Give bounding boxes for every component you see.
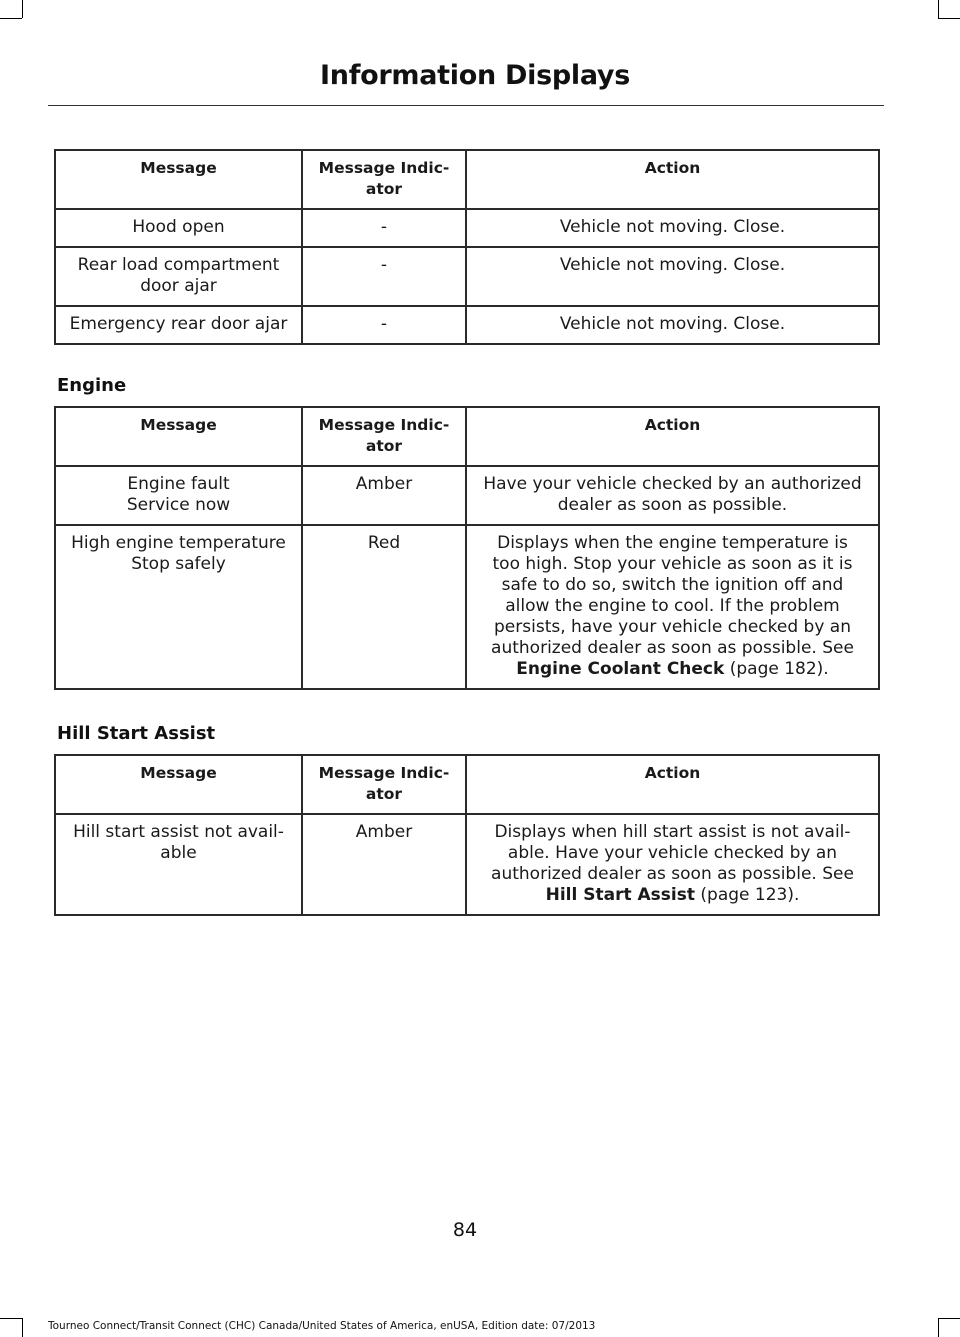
footer-edition-info: Tourneo Connect/Transit Connect (CHC) Canada/United States of America, enUSA, Edition date: 07/2013 [48,1320,596,1332]
message-text: Rear load compartment [77,255,280,275]
table-row [55,466,879,525]
action-cell [466,814,879,915]
table-header-row [55,150,879,209]
table-header-row [55,407,879,466]
action-reference [473,659,872,680]
indicator-cell: - [302,306,466,344]
action-text: dealer as soon as possible. [557,495,788,515]
action-text: Vehicle not moving. Close. [559,217,786,237]
page-title: Information Displays [320,60,630,91]
message-text: Stop safely [131,554,226,574]
message-cell [55,466,302,525]
action-text: Displays when the engine temperature is [497,533,848,553]
column-header-message: Message [55,407,302,466]
message-text: Service now [126,495,231,515]
hill-start-assist-link[interactable]: Hill Start Assist [545,885,695,905]
page-reference: (page 182). [729,659,829,679]
engine-message-table [54,406,880,690]
action-text: Vehicle not moving. Close. [559,314,786,334]
column-header-indicator: Message Indic- ator [302,150,466,209]
section-heading-engine: Engine [57,375,127,396]
message-cell [55,814,302,915]
crop-mark [938,1318,960,1319]
column-header-indicator: Message Indic- ator [302,755,466,814]
action-text: safe to do so, switch the ignition off and [501,575,844,595]
indicator-cell: Red [302,525,466,689]
message-text: High engine temperature [71,533,286,553]
crop-mark [22,0,23,18]
doors-message-table [54,149,880,345]
column-header-message: Message [55,755,302,814]
indicator-cell: Amber [302,466,466,525]
action-cell [466,525,879,689]
action-cell [466,247,879,306]
action-text: Displays when hill start assist is not avail- [494,822,851,842]
message-cell [55,525,302,689]
message-text: Hill start assist not avail- [73,822,284,842]
table-header-row [55,755,879,814]
action-text: Vehicle not moving. Close. [559,255,786,275]
message-text: door ajar [140,276,217,296]
message-text: able [160,843,197,863]
message-cell [55,247,302,306]
message-cell [55,209,302,247]
table-row [55,247,879,306]
message-text: Hood open [132,217,225,237]
table-row [55,306,879,344]
crop-mark [0,1318,22,1319]
action-cell [466,306,879,344]
crop-mark [938,18,960,19]
action-text: authorized dealer as soon as possible. See [491,638,854,658]
message-text: Engine fault [127,474,230,494]
hill-start-message-table [54,754,880,916]
action-text: Have your vehicle checked by an authorized [483,474,862,494]
table-row [55,209,879,247]
action-text: too high. Stop your vehicle as soon as it is [492,554,853,574]
indicator-cell: - [302,209,466,247]
column-header-indicator: Message Indic- ator [302,407,466,466]
column-header-message: Message [55,150,302,209]
section-heading-hill-start-assist: Hill Start Assist [57,723,216,744]
action-reference [473,885,872,906]
action-text: able. Have your vehicle checked by an [507,843,838,863]
action-text: authorized dealer as soon as possible. See [491,864,854,884]
page-reference: (page 123). [700,885,800,905]
engine-coolant-check-link[interactable]: Engine Coolant Check [516,659,725,679]
crop-mark [0,18,22,19]
column-header-action: Action [466,407,879,466]
message-text: Emergency rear door ajar [69,314,288,334]
action-cell [466,466,879,525]
message-cell [55,306,302,344]
column-header-action: Action [466,755,879,814]
action-text: allow the engine to cool. If the problem [505,596,840,616]
header-divider [48,105,884,106]
indicator-cell: - [302,247,466,306]
crop-mark [938,0,939,18]
crop-mark [938,1318,939,1337]
table-row [55,814,879,915]
column-header-action: Action [466,150,879,209]
action-text: persists, have your vehicle checked by an [494,617,851,637]
table-row [55,525,879,689]
indicator-cell: Amber [302,814,466,915]
crop-mark [22,1318,23,1337]
action-cell [466,209,879,247]
page-number: 84 [452,1219,478,1241]
